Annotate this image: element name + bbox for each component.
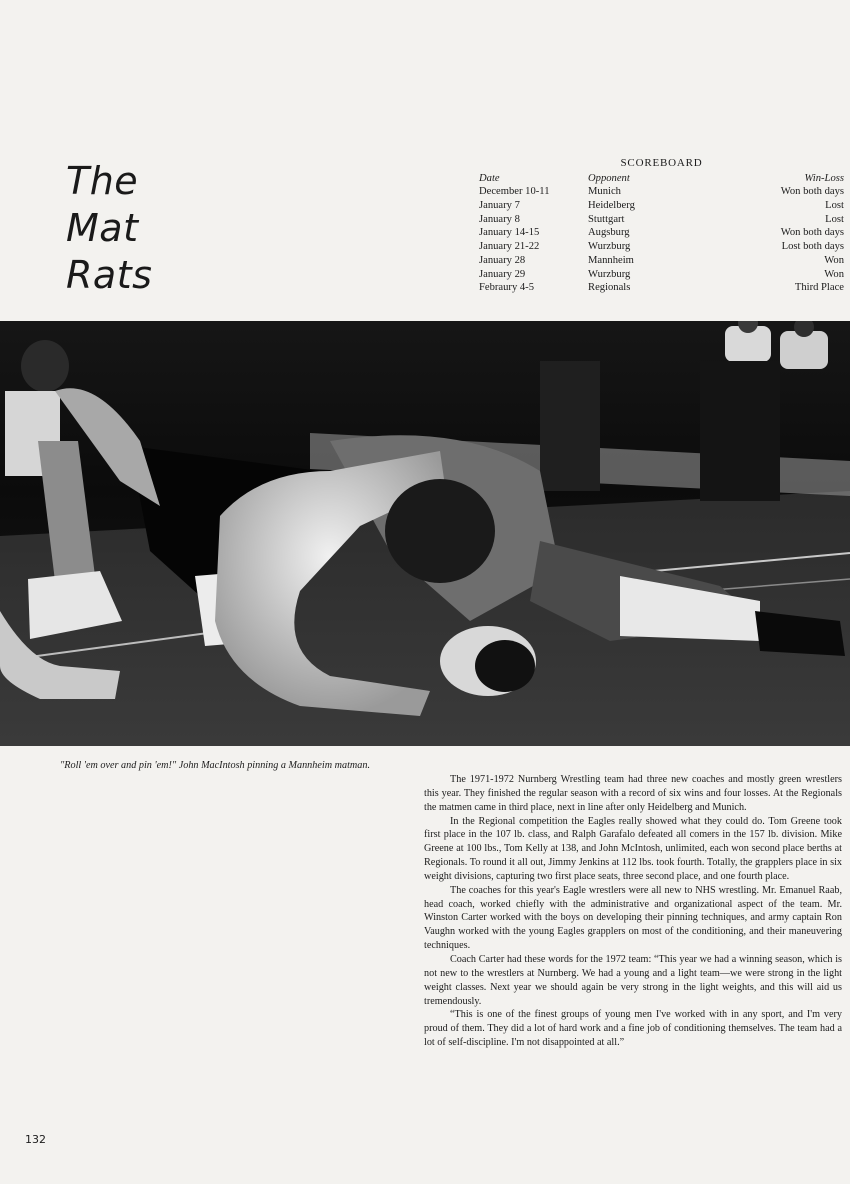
cell-opponent: Wurzburg [588, 241, 631, 253]
cell-result: Won both days [780, 186, 844, 198]
article-paragraph: In the Regional competition the Eagles really showed what they could do. Tom Greene took first place in the 107 lb. class, and Ralph Garafalo defeated all comers in the 157 lb. division. Mike Greene at 100 lbs., Tom Kelly at 138, and John McIntosh, unlimited, each won second place berths at Regionals. To round it all out, Jimmy Jenkins at 112 lbs. took fourth. Totally, the grapplers place in six weight divisions, capturing two first place seats, three second place, and one fourth place. [424, 815, 842, 882]
scoreboard-heading: SCOREBOARD [620, 157, 703, 169]
photo-caption: "Roll 'em over and pin 'em!" John MacIntosh pinning a Mannheim matman. [60, 760, 370, 771]
cell-opponent: Wurzburg [588, 268, 631, 280]
cell-result: Won both days [780, 227, 844, 239]
scoreboard [479, 157, 844, 295]
page-number: 132 [25, 1133, 46, 1146]
cell-result: Lost [825, 213, 844, 225]
cell-date: January 29 [479, 268, 526, 280]
wrestling-photo [0, 321, 850, 746]
cell-opponent: Stuttgart [588, 213, 625, 225]
cell-date: December 10-11 [479, 186, 550, 198]
article-paragraph: The 1971-1972 Nurnberg Wrestling team had three new coaches and mostly green wrestlers this year. They finished the regular season with a record of six wins and four losses. At the Regionals the matmen came in third place, next in line after only Heidelberg and Munich. [424, 774, 842, 813]
cell-date: Febraury 4-5 [479, 282, 535, 294]
column-header-date: Date [479, 172, 500, 184]
cell-date: January 8 [479, 213, 520, 225]
column-header-opponent: Opponent [588, 172, 630, 184]
cell-opponent: Munich [588, 186, 621, 198]
table-row [479, 185, 844, 199]
table-row [479, 213, 844, 227]
table-row [479, 226, 844, 240]
cell-date: January 14-15 [479, 227, 540, 239]
cell-opponent: Mannheim [588, 254, 634, 266]
cell-opponent: Heidelberg [588, 200, 635, 212]
article-paragraph: Coach Carter had these words for the 1972 team: “This year we had a winning season, which is not new to the wrestlers at Nurnberg. We had a young and a light team—we were strong in the light weight classes. Next year we should again be very strong in the light weights, and this will aid us tremendously. [424, 953, 842, 1007]
table-row [479, 199, 844, 213]
cell-result: Won [824, 254, 844, 266]
cell-date: January 7 [479, 200, 520, 212]
title-line: Mat [66, 206, 139, 250]
table-row [479, 281, 844, 295]
column-header-winloss: Win-Loss [804, 172, 844, 184]
article-paragraph: “This is one of the finest groups of young men I've worked with in any sport, and I'm very proud of them. They did a lot of hard work and a fine job of conditioning themselves. The team had a lot of self-discipline. I'm not disappointed at all.” [424, 1009, 842, 1049]
scoreboard-header-row [479, 172, 844, 186]
article-body [424, 773, 842, 1050]
cell-opponent: Augsburg [588, 227, 630, 239]
table-row [479, 268, 844, 282]
cell-date: January 28 [479, 254, 526, 266]
cell-date: January 21-22 [479, 241, 540, 253]
article-paragraph: The coaches for this year's Eagle wrestlers were all new to NHS wrestling. Mr. Emanuel Raab, head coach, worked chiefly with the administrative and organizational aspect of the team. Mr. Winston Carter worked with the boys on developing their pinning techniques, and army captain Ron Vaughn worked with the young Eagles grapplers on most of the conditioning, and their maneuvering techniques. [424, 884, 842, 952]
table-row [479, 254, 844, 268]
cell-opponent: Regionals [588, 282, 631, 294]
cell-result: Won [824, 268, 844, 280]
cell-result: Lost both days [781, 241, 844, 253]
cell-result: Third Place [794, 282, 844, 294]
cell-result: Lost [825, 200, 844, 212]
table-row [479, 240, 844, 254]
title-line: Rats [66, 253, 153, 297]
page-title [66, 158, 226, 299]
title-line: The [66, 159, 139, 203]
